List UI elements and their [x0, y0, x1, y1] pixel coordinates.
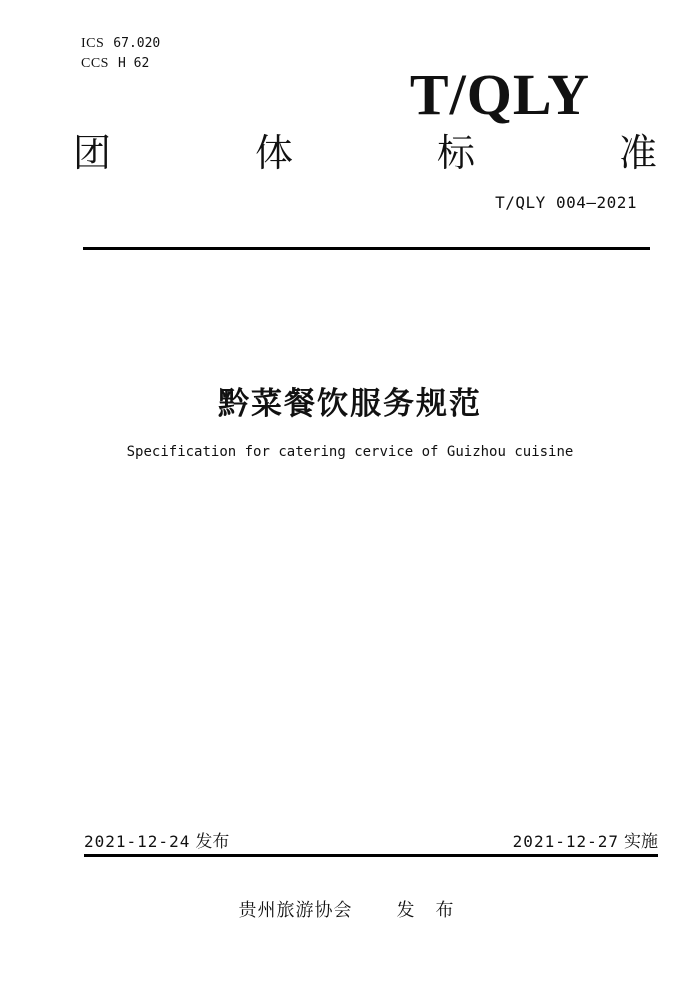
- standard-type-char: 团: [73, 133, 112, 175]
- implement-date-label: 实施: [624, 832, 658, 851]
- footer-divider-rule: [84, 854, 658, 857]
- ics-code-line: [81, 33, 160, 53]
- standard-type-heading: [73, 131, 657, 177]
- standard-body-logo: T/QLY: [409, 62, 591, 127]
- standard-type-char: 准: [618, 133, 657, 175]
- issue-date: 2021-12-24: [84, 832, 191, 851]
- ccs-label: CCS: [81, 56, 109, 71]
- standard-number: T/QLY 004—2021: [495, 193, 637, 212]
- ics-value: 67.020: [113, 36, 161, 51]
- standard-type-char: 体: [254, 133, 293, 175]
- issue-date-label: 发布: [195, 832, 230, 851]
- document-title-english: Specification for catering cervice of Guizhou cuisine: [126, 444, 574, 460]
- footer-dates: [84, 831, 658, 853]
- implement-date-group: [513, 831, 658, 853]
- ccs-value: H 62: [117, 56, 150, 71]
- issuer-action: 发 布: [396, 900, 462, 920]
- classification-codes: [81, 33, 160, 73]
- ics-label: ICS: [81, 36, 105, 51]
- implement-date: 2021-12-27: [512, 832, 619, 851]
- standard-type-char: 标: [436, 133, 475, 175]
- issuer-name: 贵州旅游协会: [238, 900, 353, 920]
- ccs-code-line: [81, 53, 160, 73]
- issue-date-group: [84, 831, 229, 853]
- issuer-line: [0, 896, 700, 922]
- document-title-chinese: 黔菜餐饮服务规范: [218, 386, 482, 421]
- header-divider-rule: [83, 247, 650, 250]
